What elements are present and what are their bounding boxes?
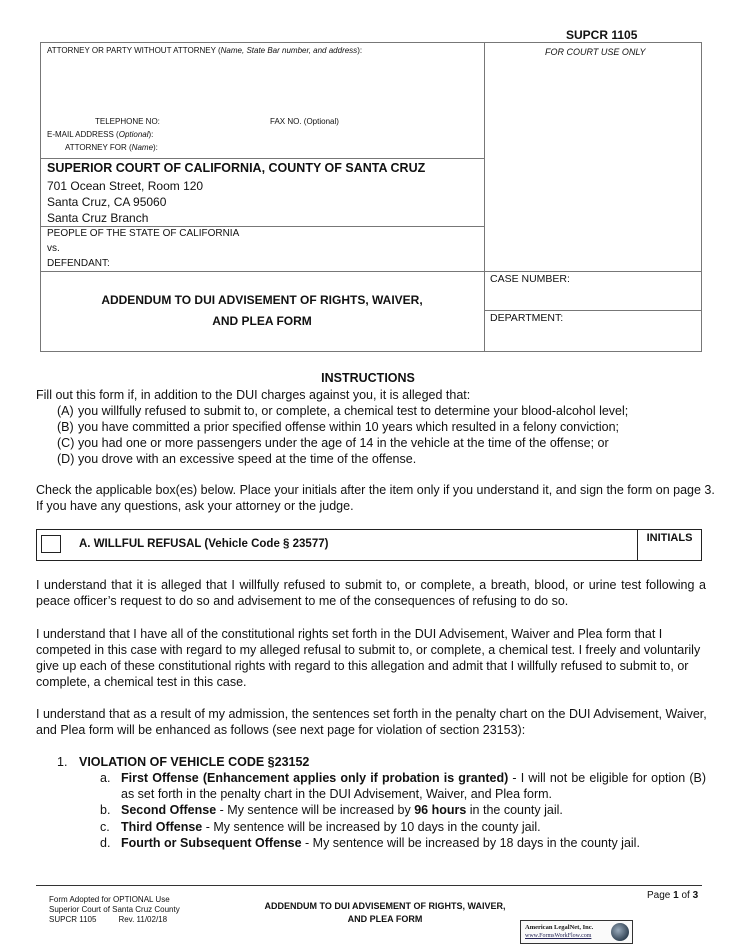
check-instructions: Check the applicable box(es) below. Place your initials after the item only if you understand it, and sign the form on page 3.: [36, 483, 715, 497]
violation-number: 1.: [57, 755, 68, 769]
instruction-item-text: you have committed a prior specified offense within 10 years which resulted in a felony conviction;: [78, 420, 620, 434]
court-address-line: Santa Cruz Branch: [47, 211, 149, 225]
court-name: SUPERIOR COURT OF CALIFORNIA, COUNTY OF SANTA CRUZ: [47, 161, 426, 175]
section-a-paragraph: I understand that I have all of the constitutional rights set forth in the DUI Advisement, Waiver and Plea form that I competed in this case with regard to my alleged refusal to submit to, or complete, a chemical test. I freely and voluntarily give up each of these constitutional rights with regard to this allegation and admit that I willfully refused to submit to, or complete, a chemical test in this case.: [36, 627, 701, 689]
form-title-line2: AND PLEA FORM: [212, 314, 312, 328]
vs-label: vs.: [47, 243, 60, 254]
department-label[interactable]: DEPARTMENT:: [490, 312, 564, 324]
attorney-label: ATTORNEY OR PARTY WITHOUT ATTORNEY (Name, State Bar number, and address):: [47, 46, 363, 55]
email-label[interactable]: E-MAIL ADDRESS (Optional):: [47, 130, 154, 139]
instruction-item-text: you had one or more passengers under the age of 14 in the vehicle at the time of the offense; or: [78, 436, 609, 450]
attorney-for-label[interactable]: ATTORNEY FOR (Name):: [65, 143, 158, 152]
check-instructions: If you have any questions, ask your attorney or the judge.: [36, 499, 354, 513]
offense-item: Third Offense - My sentence will be increased by 10 days in the county jail.: [121, 820, 541, 834]
initials-box[interactable]: INITIALS: [638, 529, 702, 561]
form-title-line1: ADDENDUM TO DUI ADVISEMENT OF RIGHTS, WAIVER,: [101, 293, 423, 307]
caption-rule: [40, 226, 484, 227]
offense-letter: a.: [100, 771, 111, 785]
offense-letter: d.: [100, 836, 111, 850]
instructions-intro: Fill out this form if, in addition to the DUI charges against you, it is alleged that:: [36, 388, 471, 402]
plaintiff-label: PEOPLE OF THE STATE OF CALIFORNIA: [47, 228, 240, 239]
caption-divider: [484, 42, 485, 352]
instructions-title: INSTRUCTIONS: [321, 371, 415, 385]
globe-icon: [611, 923, 629, 941]
instruction-item-letter: (C): [57, 436, 75, 450]
footer-adoption: Form Adopted for OPTIONAL Use Superior Court of Santa Cruz County SUPCR 1105 Rev. 11/02/18: [49, 895, 180, 924]
offense-letter: c.: [100, 820, 110, 834]
caption-rule: [40, 158, 484, 159]
offense-item: Fourth or Subsequent Offense - My sentence will be increased by 18 days in the county jail.: [121, 836, 640, 850]
fax-label[interactable]: FAX NO. (Optional): [270, 117, 339, 126]
offense-item: First Offense (Enhancement applies only if probation is granted) - I will not be eligible for option (B) as set forth in the penalty chart in the DUI Advisement, Waiver, and Plea form.: [121, 771, 706, 801]
section-a-title: A. WILLFUL REFUSAL (Vehicle Code § 23577): [79, 538, 329, 550]
instruction-item-text: you drove with an excessive speed at the time of the offense.: [78, 452, 417, 466]
court-address-line: Santa Cruz, CA 95060: [47, 195, 167, 209]
case-number-label[interactable]: CASE NUMBER:: [490, 273, 570, 285]
instruction-item-letter: (A): [57, 404, 74, 418]
caption-rule: [484, 310, 702, 311]
instruction-item-letter: (D): [57, 452, 75, 466]
offense-item: Second Offense - My sentence will be increased by 96 hours in the county jail.: [121, 803, 563, 817]
caption-rule: [40, 271, 702, 272]
instruction-item-letter: (B): [57, 420, 74, 434]
footer-title: ADDENDUM TO DUI ADVISEMENT OF RIGHTS, WAIVER, AND PLEA FORM: [264, 901, 506, 924]
section-a-checkbox[interactable]: [41, 535, 61, 553]
section-a-paragraph: I understand that as a result of my admission, the sentences set forth in the penalty chart on the DUI Advisement, Waiver, and Plea form will be enhanced as follows (see next page for violation of section 23153):: [36, 707, 707, 737]
form-id: SUPCR 1105: [566, 28, 638, 42]
publisher-logo: American LegalNet, Inc. www.FormsWorkFlow.com: [520, 920, 633, 944]
violation-title: VIOLATION OF VEHICLE CODE §23152: [79, 755, 310, 769]
instruction-item-text: you willfully refused to submit to, or complete, a chemical test to determine your blood-alcohol level;: [78, 404, 629, 418]
offense-letter: b.: [100, 803, 111, 817]
section-a-paragraph: I understand that it is alleged that I willfully refused to submit to, or complete, a breath, blood, or urine test following a peace officer’s request to do so and advisement to me of the consequences of refusing to do so.: [36, 578, 706, 608]
court-use-label: FOR COURT USE ONLY: [545, 47, 646, 57]
section-a-row: [36, 529, 638, 561]
telephone-label[interactable]: TELEPHONE NO:: [95, 117, 160, 126]
court-address-line: 701 Ocean Street, Room 120: [47, 179, 204, 193]
page-indicator: Page 1 of 3: [647, 890, 699, 901]
defendant-label[interactable]: DEFENDANT:: [47, 258, 110, 269]
footer-rule: [36, 885, 702, 886]
